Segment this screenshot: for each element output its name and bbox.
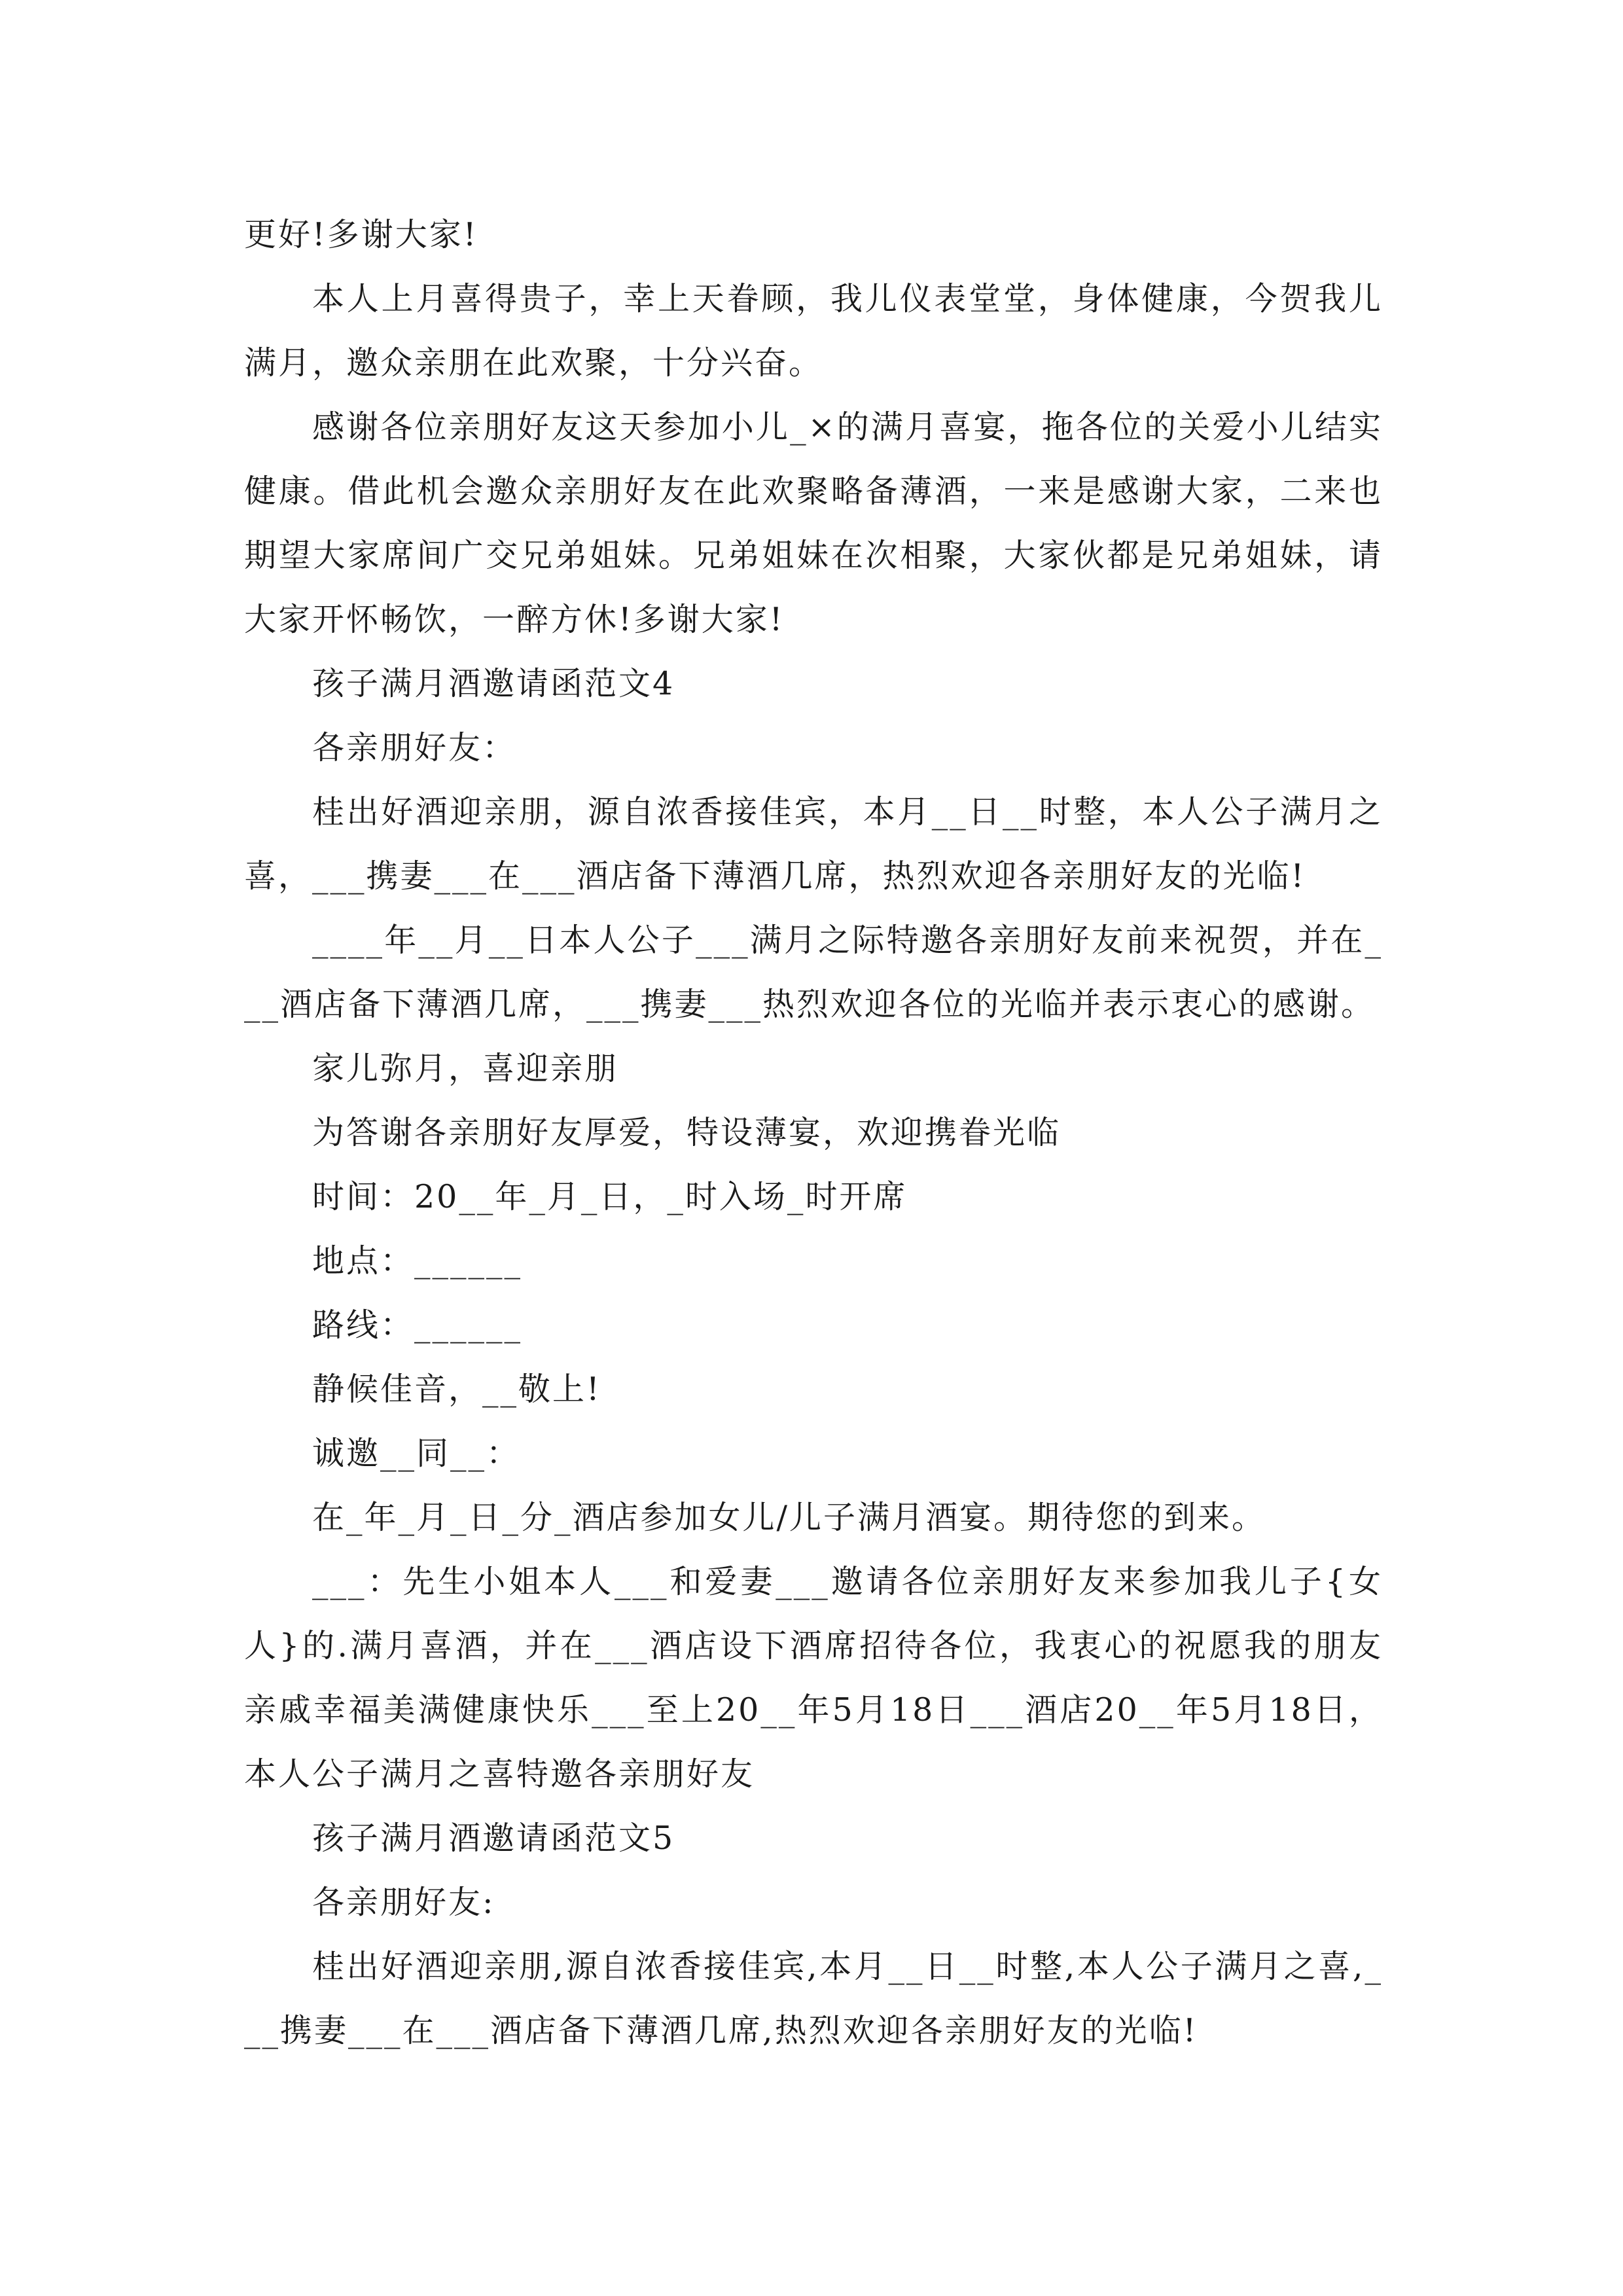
invitation-route: 路线：______	[312, 1306, 523, 1344]
invitation-sincerely: 诚邀__同__：	[312, 1435, 521, 1472]
invitation-location: 地点：______	[312, 1242, 523, 1280]
paragraph-invitation: 桂出好酒迎亲朋，源自浓香接佳宾，本月__日__时整，本人公子满月之喜，___携妻___在___酒店备下薄酒几席，热烈欢迎各亲朋好友的光临!	[244, 793, 1383, 895]
invitation-line-title: 家儿弥月，喜迎亲朋	[312, 1050, 619, 1087]
paragraph-full-invitation: ___：先生小姐本人___和爱妻___邀请各位亲朋好友来参加我儿子{女人}的.满月喜酒，并在___酒店设下酒席招待各位，我衷心的祝愿我的朋友亲戚幸福美满健康快乐___至上20__年5月18日___酒店20__年5月18日，本人公子满月之喜特邀各亲朋好友	[244, 1563, 1383, 1793]
paragraph-birth-announcement: 本人上月喜得贵子，幸上天眷顾，我儿仪表堂堂，身体健康，今贺我儿满月，邀众亲朋在此欢聚，十分兴奋。	[244, 280, 1383, 382]
salutation-2: 各亲朋好友:	[312, 1884, 495, 1921]
paragraph-thanks-speech: 感谢各位亲朋好友这天参加小儿_×的满月喜宴，拖各位的关爱小儿结实健康。借此机会邀众亲朋好友在此欢聚略备薄酒，一来是感谢大家，二来也期望大家席间广交兄弟姐妹。兄弟姐妹在次相聚，大家伙都是兄弟姐妹，请大家开怀畅饮，一醉方休!多谢大家!	[244, 408, 1383, 638]
paragraph-invitation-2: 桂出好酒迎亲朋,源自浓香接佳宾,本月__日__时整,本人公子满月之喜,___携妻___在___酒店备下薄酒几席,热烈欢迎各亲朋好友的光临!	[244, 1948, 1383, 2049]
document-body	[244, 203, 1383, 2063]
invitation-signoff: 静候佳音，__敬上!	[312, 1371, 601, 1408]
invitation-banquet-line: 在_年_月_日_分_酒店参加女儿/儿子满月酒宴。期待您的到来。	[312, 1499, 1266, 1536]
section-heading-sample-4: 孩子满月酒邀请函范文4	[312, 665, 675, 702]
salutation: 各亲朋好友：	[312, 729, 517, 766]
paragraph-invitation-date: ____年__月__日本人公子___满月之际特邀各亲朋好友前来祝贺，并在___酒店备下薄酒几席，___携妻___热烈欢迎各位的光临并表示衷心的感谢。	[244, 922, 1383, 1023]
invitation-line-thanks: 为答谢各亲朋好友厚爱，特设薄宴，欢迎携眷光临	[312, 1114, 1061, 1151]
paragraph-continuation: 更好!多谢大家!	[244, 216, 478, 253]
section-heading-sample-5: 孩子满月酒邀请函范文5	[312, 1820, 675, 1857]
invitation-time: 时间：20__年_月_日，_时入场_时开席	[312, 1178, 908, 1215]
